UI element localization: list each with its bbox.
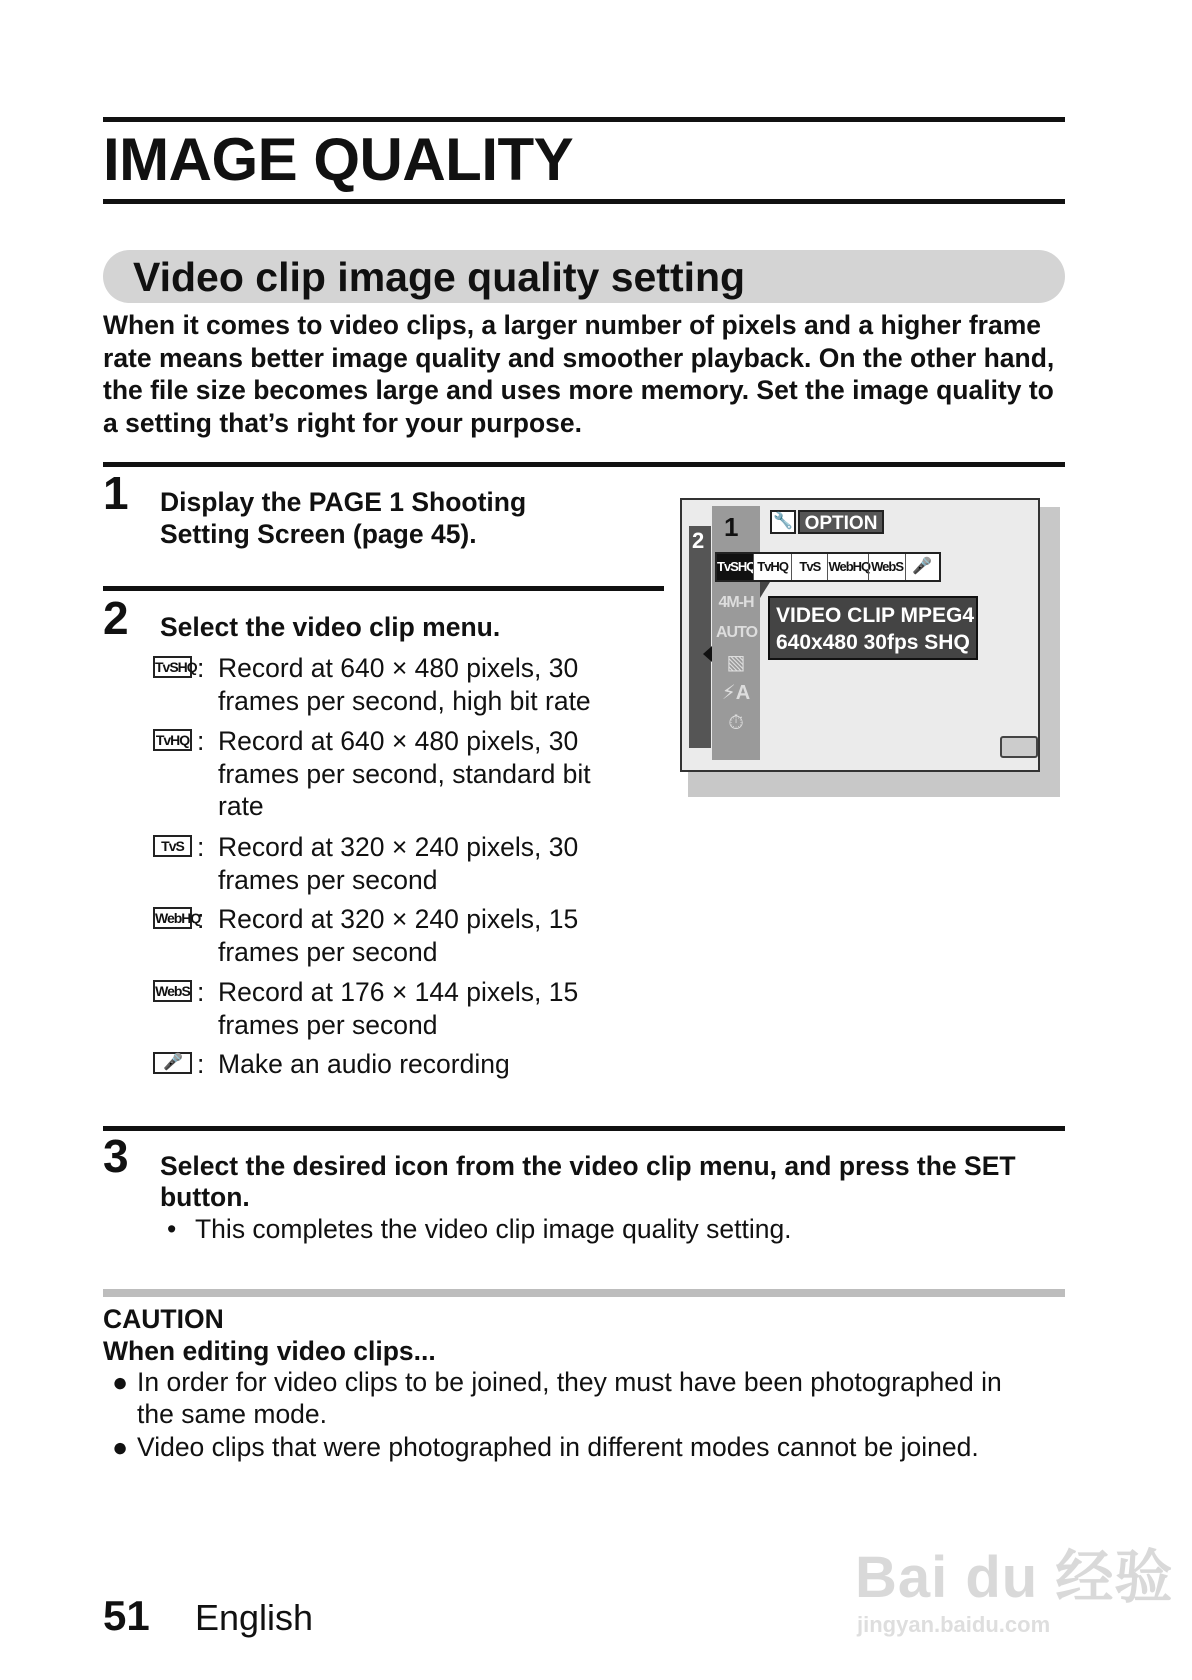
watermark-url: jingyan.baidu.com bbox=[857, 1612, 1051, 1637]
caution-divider bbox=[103, 1289, 1065, 1297]
step2-rule bbox=[103, 586, 664, 591]
battery-icon bbox=[1000, 736, 1038, 758]
intro-paragraph: When it comes to video clips, a larger number of pixels and a higher frame rate means better image quality and smoother playback. On the other hand, the file size becomes large and uses more memory. Set the image quality to a setting that’s right for your purpose. bbox=[103, 310, 1055, 438]
option-label: OPTION bbox=[798, 510, 884, 534]
camera-screen bbox=[680, 498, 1040, 772]
web-hq-icon[interactable]: WebHQ bbox=[827, 554, 868, 580]
option-description: Record at 640 × 480 pixels, 30 frames per second, high bit rate bbox=[218, 653, 591, 716]
footer-language: English bbox=[195, 1597, 314, 1638]
option-description: Record at 640 × 480 pixels, 30 frames per second, standard bit rate bbox=[218, 726, 591, 821]
selection-arrow-icon bbox=[703, 646, 712, 662]
web-s-icon[interactable]: WebS bbox=[868, 554, 904, 580]
self-timer-icon: ⏱ bbox=[728, 712, 744, 734]
caution-heading: CAUTION bbox=[103, 1304, 224, 1334]
step1-rule bbox=[103, 462, 1065, 467]
video-hq-icon: TvHQ bbox=[153, 729, 192, 751]
tooltip bbox=[768, 596, 978, 660]
web-s-icon: WebS bbox=[153, 980, 192, 1002]
page1-tab-label: 1 bbox=[724, 512, 739, 542]
caution-bullet-marker: ● bbox=[112, 1367, 129, 1397]
section-heading: Video clip image quality setting bbox=[133, 254, 746, 300]
step3-bullet-marker: • bbox=[167, 1214, 177, 1244]
side-icon-column bbox=[716, 588, 756, 738]
tooltip-line1: VIDEO CLIP MPEG4 bbox=[776, 604, 974, 627]
step3-text-line1: Select the desired icon from the video clip menu, and press the SET bbox=[160, 1151, 1016, 1181]
caution-bullet1-line1: In order for video clips to be joined, they must have been photographed in bbox=[137, 1367, 1002, 1397]
video-shq-icon: TvSHQ bbox=[153, 656, 192, 678]
video-s-icon: TvS bbox=[153, 835, 192, 857]
video-s-icon[interactable]: TvS bbox=[791, 554, 827, 580]
title-top-rule bbox=[103, 117, 1065, 122]
caution-bullet2: Video clips that were photographed in different modes cannot be joined. bbox=[137, 1432, 979, 1462]
caution-bullet-marker: ● bbox=[112, 1432, 129, 1462]
image-size-icon: 4M-H bbox=[718, 594, 754, 611]
title-bottom-rule bbox=[103, 199, 1065, 204]
scene-icon: ▧ bbox=[726, 652, 746, 674]
auto-icon: AUTO bbox=[716, 624, 758, 641]
page-title: IMAGE QUALITY bbox=[103, 126, 574, 193]
option-description: Record at 320 × 240 pixels, 30 frames per second bbox=[218, 832, 579, 895]
option-description: Make an audio recording bbox=[218, 1049, 510, 1079]
web-hq-icon: WebHQ bbox=[153, 907, 192, 929]
step3-text-line2: button. bbox=[160, 1182, 250, 1212]
step1-number: 1 bbox=[103, 467, 129, 519]
watermark-logo: Bai du 经验 bbox=[855, 1545, 1174, 1610]
step1-text-line1: Display the PAGE 1 Shooting bbox=[160, 487, 527, 517]
step3-bullet: This completes the video clip image quality setting. bbox=[195, 1214, 792, 1244]
video-hq-icon[interactable]: TvHQ bbox=[753, 554, 791, 580]
step2-text: Select the video clip menu. bbox=[160, 612, 501, 642]
page-number: 51 bbox=[103, 1592, 150, 1639]
step1-text-line2: Setting Screen (page 45). bbox=[160, 519, 477, 549]
step3-rule bbox=[103, 1126, 1065, 1131]
video-clip-menu bbox=[715, 552, 941, 582]
tooltip-line2: 640x480 30fps SHQ bbox=[776, 631, 970, 654]
step2-number: 2 bbox=[103, 592, 129, 644]
microphone-icon: 🎤 bbox=[153, 1052, 192, 1074]
step3-number: 3 bbox=[103, 1130, 129, 1182]
microphone-icon[interactable]: 🎤 bbox=[905, 554, 939, 580]
caution-bullet1-line2: the same mode. bbox=[137, 1399, 328, 1429]
flash-auto-icon: ⚡A bbox=[721, 682, 751, 704]
page2-tab-label: 2 bbox=[692, 528, 705, 553]
option-description: Record at 176 × 144 pixels, 15 frames per second bbox=[218, 977, 579, 1040]
page2-tab bbox=[689, 526, 711, 748]
option-description: Record at 320 × 240 pixels, 15 frames per second bbox=[218, 904, 579, 967]
caution-subheading: When editing video clips... bbox=[103, 1336, 436, 1366]
wrench-icon: 🔧 bbox=[770, 510, 796, 534]
video-shq-icon[interactable]: TvSHQ bbox=[717, 554, 753, 580]
